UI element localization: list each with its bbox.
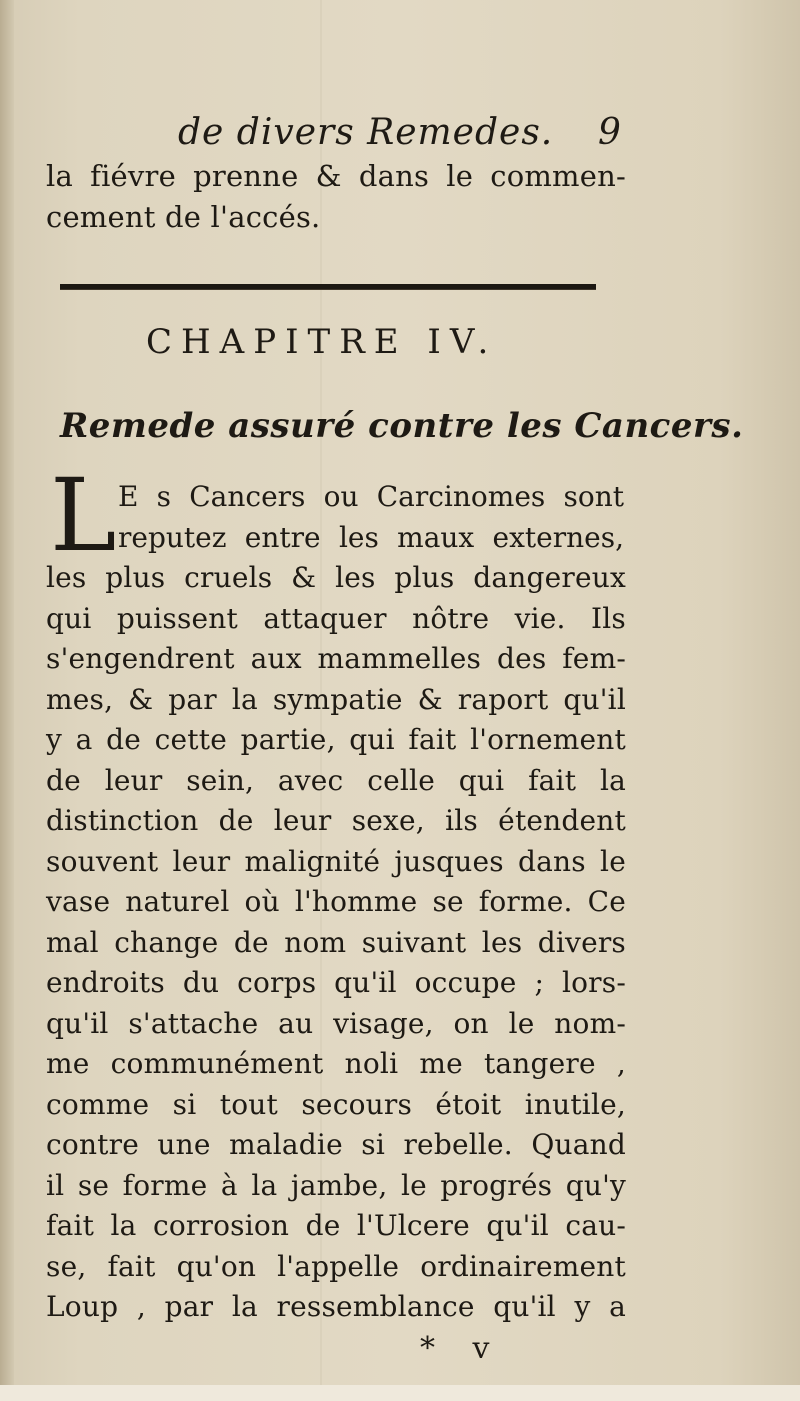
text-line: la fiévre prenne & dans le commen- [46,159,626,193]
text-line: Loup , par la ressemblance qu'il y a [46,1290,626,1323]
dropcap-lines [118,477,624,558]
body-text [46,558,626,1328]
text-line: cement de l'accés. [46,199,321,234]
text-line: mal change de nom suivant les divers [46,925,626,959]
text-line: souvent leur malignité jusques dans le [46,844,626,878]
scan-margin [0,1385,800,1401]
running-header [178,112,628,162]
text-line: distinction de leur sexe, ils étendent [46,804,626,837]
text-line: fait la corrosion de l'Ulcere qu'il cau- [46,1209,626,1242]
text-line: il se forme à la jambe, le progrés qu'y [46,1168,626,1202]
running-title: de divers Remedes. [178,112,554,153]
text-line: me communément noli me tangere , [46,1047,626,1080]
text-line: qu'il s'attache au visage, on le nom- [46,1006,626,1040]
signature-mark: * v [420,1331,504,1366]
text-line: reputez entre les maux externes, [118,520,624,554]
section-rule [60,284,596,290]
text-line: vase naturel où l'homme se forme. Ce [46,885,626,918]
text-line: mes, & par la sympatie & raport qu'il [46,682,626,716]
drop-cap: L [50,457,117,574]
text-line: endroits du corps qu'il occupe ; lors- [46,966,626,999]
text-line: les plus cruels & les plus dangereux [46,561,626,594]
text-line: de leur sein, avec celle qui fait la [46,763,626,797]
text-line: E s Cancers ou Carcinomes sont [118,480,624,513]
text-line: comme si tout secours étoit inutile, [46,1087,626,1121]
continued-text [46,156,626,237]
page-gutter [0,0,14,1401]
text-line: qui puissent attaquer nôtre vie. Ils [46,601,626,635]
text-line: se, fait qu'on l'appelle ordinairement [46,1249,626,1283]
text-line: contre une maladie si rebelle. Quand [46,1128,626,1161]
text-line: s'engendrent aux mammelles des fem- [46,642,626,675]
chapter-subtitle: Remede assuré contre les Cancers. [60,406,744,446]
page-number: 9 [598,112,621,153]
chapter-heading: CHAPITRE IV. [146,322,498,362]
text-line: y a de cette partie, qui fait l'ornement [46,723,626,756]
